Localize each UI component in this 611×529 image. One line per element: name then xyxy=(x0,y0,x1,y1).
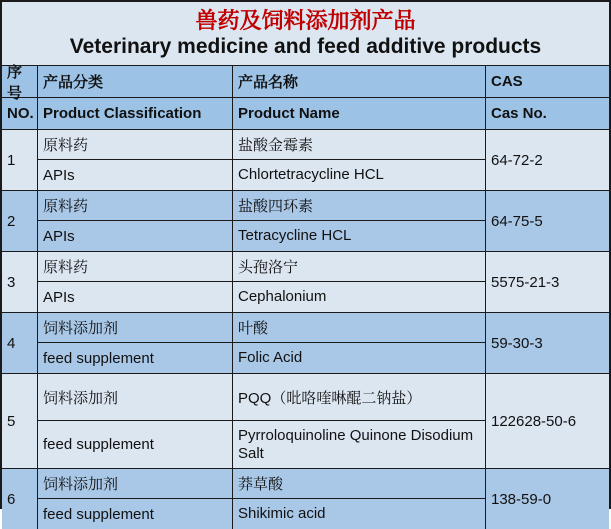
product-name-zh-cell: 莽草酸 xyxy=(232,469,485,499)
product-name-zh-cell: 头孢洛宁 xyxy=(232,252,485,282)
product-name-en-text: Folic Acid xyxy=(238,349,303,366)
table-body xyxy=(2,129,609,529)
product-name-en-cell xyxy=(232,160,485,190)
classification-zh-cell: 原料药 xyxy=(37,191,232,221)
product-name-en-cell xyxy=(232,343,485,373)
row-number-cell: 6 xyxy=(7,490,16,508)
table-row xyxy=(2,129,609,190)
product-name-zh-cell: 盐酸金霉素 xyxy=(232,130,485,160)
product-name-zh-cell: 盐酸四环素 xyxy=(232,191,485,221)
classification-en-cell: APIs xyxy=(37,160,232,190)
row-number-cell: 3 xyxy=(7,273,16,291)
product-name-zh-cell: PQQ（吡咯喹啉醌二钠盐） xyxy=(232,374,485,421)
table-header xyxy=(2,65,609,129)
product-name-en-text: Tetracycline HCL xyxy=(238,227,352,244)
header-no-zh: 序号 xyxy=(7,63,23,102)
header-name-zh: 产品名称 xyxy=(232,66,485,97)
product-name-en-text: Cephalonium xyxy=(238,288,327,305)
product-name-en-text: Shikimic acid xyxy=(238,505,326,522)
cas-number-cell: 5575-21-3 xyxy=(485,252,609,312)
product-name-en-cell xyxy=(232,499,485,529)
header-classification-en: Product Classification xyxy=(37,97,232,129)
table-row xyxy=(2,373,609,468)
header-classification-zh: 产品分类 xyxy=(37,66,232,97)
product-name-zh-cell: 叶酸 xyxy=(232,313,485,343)
cas-number-cell: 59-30-3 xyxy=(485,313,609,373)
title-block xyxy=(2,2,609,65)
classification-en-cell: feed supplement xyxy=(37,421,232,468)
header-no-en: NO. xyxy=(2,97,37,129)
classification-zh-cell: 原料药 xyxy=(37,252,232,282)
header-cas-zh: CAS xyxy=(485,66,609,97)
classification-en-cell: APIs xyxy=(37,221,232,251)
row-number-cell: 2 xyxy=(7,212,16,230)
row-number-cell: 1 xyxy=(7,151,16,169)
page-title-english: Veterinary medicine and feed additive products xyxy=(69,34,542,58)
table-row xyxy=(2,312,609,373)
product-name-en-cell xyxy=(232,282,485,312)
table-row xyxy=(2,251,609,312)
product-name-en-text: Pyrroloquinoline Quinone Disodium Salt xyxy=(238,426,474,462)
product-name-en-text: Chlortetracycline HCL xyxy=(238,166,384,183)
table-row xyxy=(2,190,609,251)
classification-en-cell: feed supplement xyxy=(37,499,232,529)
row-number-cell: 5 xyxy=(7,412,16,430)
cas-number-cell: 138-59-0 xyxy=(485,469,609,529)
table-row xyxy=(2,468,609,529)
classification-zh-cell: 饲料添加剂 xyxy=(37,313,232,343)
row-number-cell: 4 xyxy=(7,334,16,352)
header-cas-en: Cas No. xyxy=(485,97,609,129)
header-name-en: Product Name xyxy=(232,97,485,129)
product-name-en-cell xyxy=(232,221,485,251)
classification-zh-cell: 饲料添加剂 xyxy=(37,374,232,421)
classification-en-cell: feed supplement xyxy=(37,343,232,373)
cas-number-cell: 64-75-5 xyxy=(485,191,609,251)
classification-zh-cell: 饲料添加剂 xyxy=(37,469,232,499)
cas-number-cell: 122628-50-6 xyxy=(485,374,609,468)
classification-zh-cell: 原料药 xyxy=(37,130,232,160)
classification-en-cell: APIs xyxy=(37,282,232,312)
product-name-en-cell xyxy=(232,421,485,468)
cas-number-cell: 64-72-2 xyxy=(485,130,609,190)
page-title-chinese: 兽药及饲料添加剂产品 xyxy=(195,8,416,34)
